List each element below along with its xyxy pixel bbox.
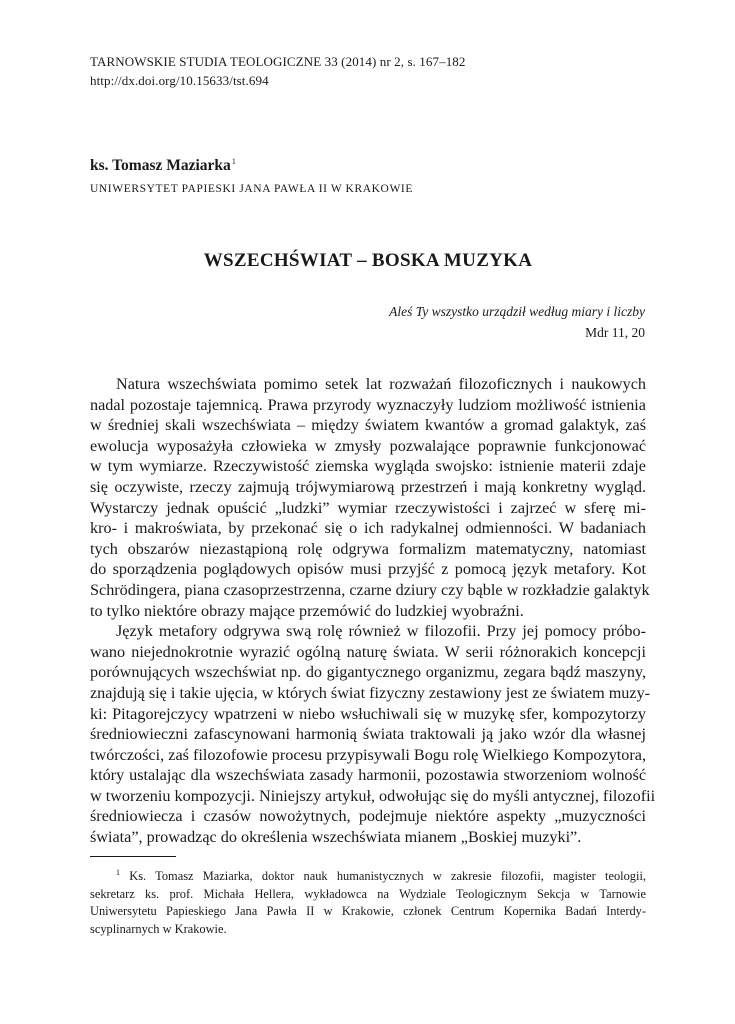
body-line: znajdują się i takie ujęcia, w których świat fizyczny zestawiony jest ze światem muzy- xyxy=(90,683,651,702)
body-line: średniowiecza i czasów nowożytnych, podejmuje niektóre aspekty „muzyczności xyxy=(90,807,646,826)
body-line: twórczości, zaś filozofowie procesu przypisywali Bogu rolę Wielkiego Kompozytora, xyxy=(90,745,646,764)
footnote-text: Ks. Tomasz Maziarka, doktor nauk humanistycznych w zakresie filozofii, magister teologii, xyxy=(129,869,646,883)
body-line: Wystarczy jednak opuścić „ludzki” wymiar rzeczywistości i zajrzeć w sferę mi- xyxy=(90,498,646,517)
body-line: ki: Pitagorejczycy wpatrzeni w niebo wsłuchiwali się w muzykę sfer, kompozytorzy xyxy=(90,704,646,723)
body-line: to tylko niektóre obrazy mające przemówić do ludzkiej wyobraźni. xyxy=(90,601,524,620)
body-line: Schrödingera, piana czasoprzestrzenna, czarne dziury czy bąble w rozkładzie galaktyk xyxy=(90,580,650,599)
body-line: do sporządzenia poglądowych opisów musi przyjść z pomocą język metafory. Kot xyxy=(90,560,646,579)
paragraph-2 xyxy=(90,621,656,848)
footnote-line: scyplinarnych w Krakowie. xyxy=(90,921,227,936)
body-line: porównujących wszechświat np. do gigantycznego organizmu, zegara bądź maszyny, xyxy=(90,663,646,682)
doi-link[interactable]: http://dx.doi.org/10.15633/tst.694 xyxy=(90,73,269,88)
journal-header xyxy=(90,52,466,90)
footnote xyxy=(90,864,646,938)
footnote-line xyxy=(90,864,646,886)
body-line: nadal pozostaje tajemnicą. Prawa przyrody wyznaczyły ludziom możliwość istnienia xyxy=(90,395,646,414)
author-footnote-mark[interactable]: 1 xyxy=(231,157,236,166)
footnote-line: sekretarz ks. prof. Michała Hellera, wykładowca na Wydziale Teologicznym Sekcja w Tarnowie xyxy=(90,886,646,901)
epigraph-quote: Aleś Ty wszystko urządził według miary i liczby xyxy=(389,304,645,319)
body-line: ewolucja wyposażyła człowieka w zmysły pozwalające poprawnie funkcjonować xyxy=(90,436,646,455)
body-line: tych obszarów niezastąpioną rolę odgrywa formalizm matematyczny, natomiast xyxy=(90,539,646,558)
body-line: wano niejednokrotnie wyrazić ogólną naturę świata. W serii różnorakich koncepcji xyxy=(90,642,646,661)
article-body xyxy=(90,374,656,848)
paragraph-1 xyxy=(90,374,650,621)
body-line: w tym wymiarze. Rzeczywistość ziemska wygląda swojsko: istnienie materii zdaje xyxy=(90,457,646,476)
article-title: WSZECHŚWIAT – BOSKA MUZYKA xyxy=(203,250,533,271)
body-line: Natura wszechświata pomimo setek lat rozważań filozoficznych i naukowych xyxy=(116,375,646,393)
author-affiliation: UNIWERSYTET PAPIESKI JANA PAWŁA II W KRAKOWIE xyxy=(90,183,413,195)
body-line: świata”, prowadząc do określenia wszechświata mianem „Boskiej muzyki”. xyxy=(90,828,582,847)
epigraph-source: Mdr 11, 20 xyxy=(585,325,645,340)
body-line: w tworzeniu kompozycji. Niniejszy artykuł, odwołując się do myśli antycznej, filozofii xyxy=(90,786,656,805)
author-name-text: ks. Tomasz Maziarka xyxy=(90,157,231,174)
body-line: który ustalając dla wszechświata zasady harmonii, pozostawia stworzeniom wolność xyxy=(90,766,646,785)
body-line: kro- i makroświata, by przekonać się o ich radykalnej odmienności. W badaniach xyxy=(90,519,646,538)
author-block xyxy=(90,152,413,198)
body-line: w średniej skali wszechświata – między światem kwantów a gromad galaktyk, zaś xyxy=(90,416,646,435)
body-line: Język metafory odgrywa swą rolę również w filozofii. Przy jej pomocy próbo- xyxy=(116,622,646,641)
footnote-divider xyxy=(90,856,176,857)
epigraph xyxy=(389,301,645,343)
footnote-line: Uniwersytetu Papieskiego Jana Pawła II w Krakowie, członek Centrum Kopernika Badań Interdy- xyxy=(90,904,646,919)
author-name xyxy=(90,152,413,176)
footnote-mark: 1 xyxy=(116,868,120,877)
body-line: się oczywiste, rzeczy zajmują trójwymiarową przestrzeń i mają konkretny wygląd. xyxy=(90,477,646,496)
journal-citation: TARNOWSKIE STUDIA TEOLOGICZNE 33 (2014) nr 2, s. 167–182 xyxy=(90,54,466,69)
body-line: średniowieczni zafascynowani harmonią świata traktowali ją jako wzór dla własnej xyxy=(90,725,646,744)
